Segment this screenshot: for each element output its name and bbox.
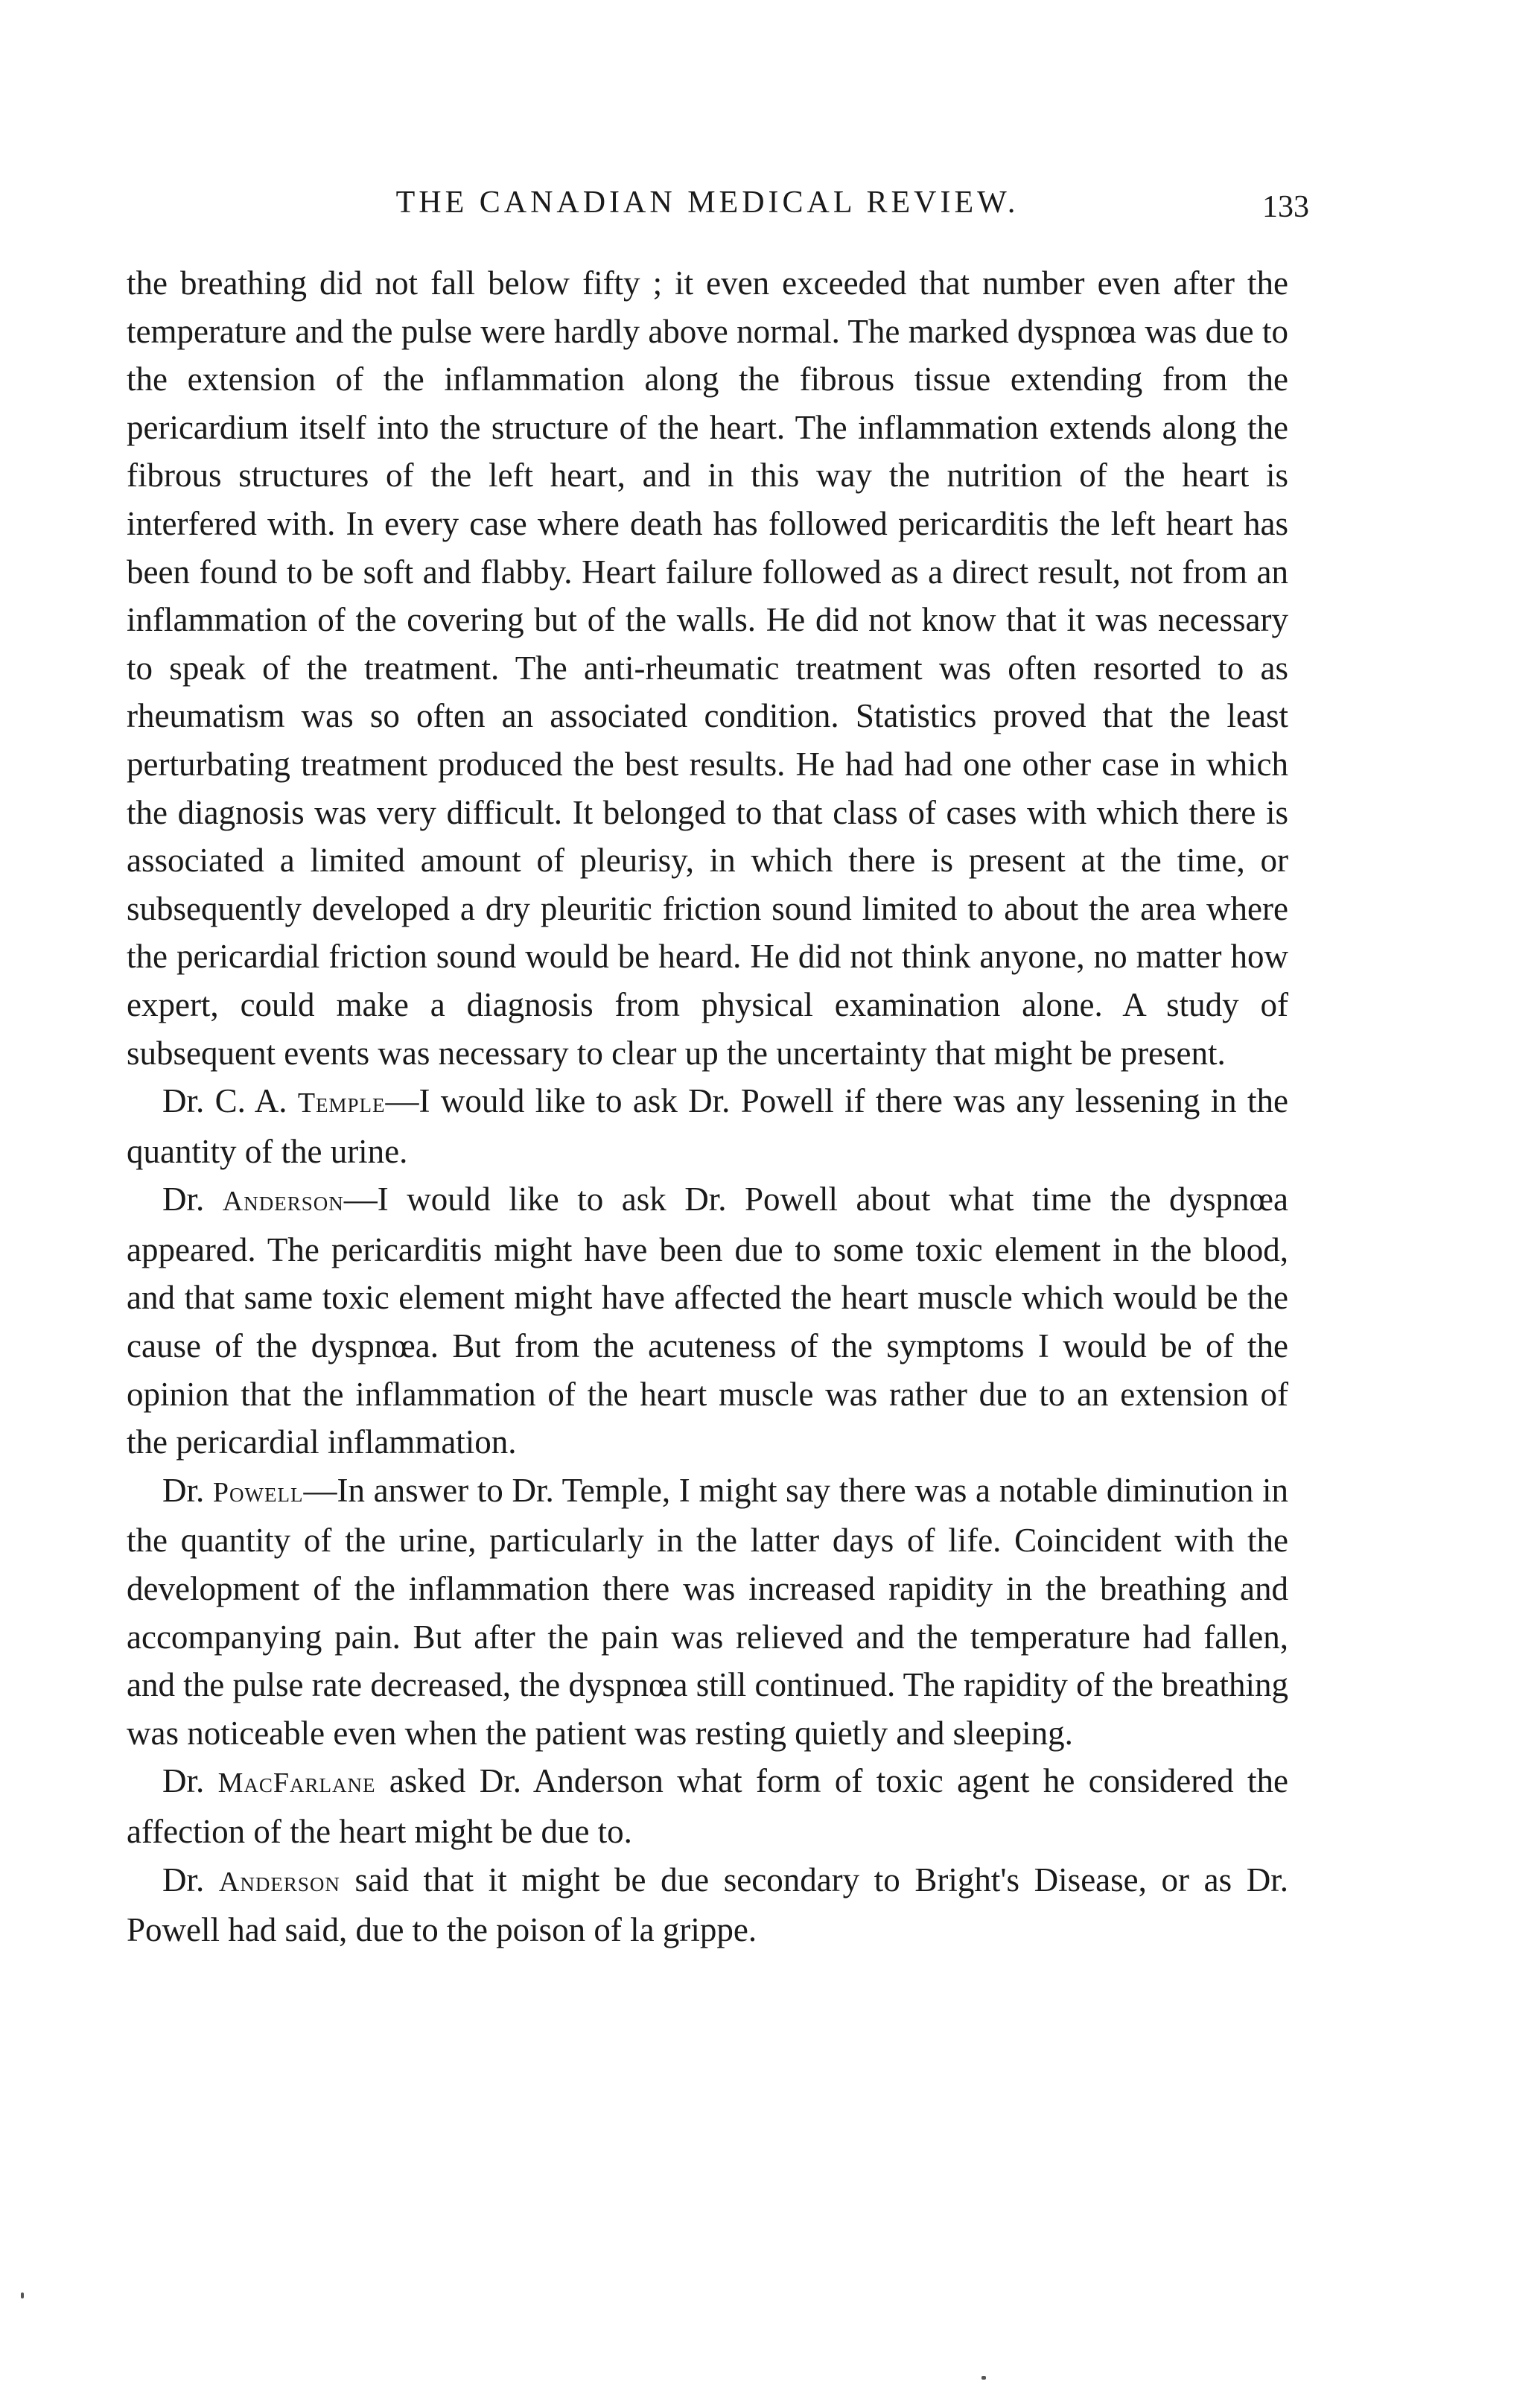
speaker-name: Anderson: [222, 1186, 344, 1218]
body-text: [127, 259, 1288, 1954]
paragraph-anderson-reply: [127, 1856, 1288, 1954]
paragraph-text: asked Dr. Anderson what form of toxic agent he considered the affection of the heart might be due to.: [127, 1762, 1289, 1850]
speaker-prefix: Dr.: [162, 1181, 223, 1218]
scan-speck: [21, 2292, 24, 2298]
speaker-name: Powell: [212, 1476, 304, 1508]
paragraph-temple: [127, 1077, 1288, 1175]
speaker-prefix: Dr.: [162, 1471, 213, 1509]
speaker-name: Temple: [297, 1087, 386, 1119]
paragraph-powell: [127, 1467, 1288, 1758]
speaker-name: MacFarlane: [217, 1767, 376, 1799]
paragraph-macfarlane: [127, 1757, 1288, 1855]
page-number: 133: [1262, 190, 1309, 224]
speaker-name: Anderson: [218, 1866, 340, 1898]
running-title: THE CANADIAN MEDICAL REVIEW.: [395, 185, 1019, 220]
paragraph-text: —I would like to ask Dr. Powell if there was any lessening in the quantity of the urine.: [127, 1082, 1288, 1170]
paragraph-anderson: [127, 1175, 1288, 1467]
paragraph-text: —In answer to Dr. Temple, I might say there was a notable diminution in the quantity of the urine, particularly in the latter days of life. Coincident with the development of the inflammation there was increased rapidity in the breathing and accompanying pain. But after the pain was relieved and the temperature had fallen, and the pulse rate decreased, the dyspnœa still continued. The rapidity of the breathing was noticeable even when the patient was resting quietly and sleeping.: [127, 1471, 1288, 1752]
speaker-prefix: Dr.: [162, 1861, 219, 1898]
paragraph-text: said that it might be due secondary to Bright's Disease, or as Dr. Powell had said, due to the poison of la grippe.: [127, 1861, 1288, 1949]
scan-speck: [981, 2376, 986, 2380]
speaker-prefix: Dr.: [162, 1762, 218, 1800]
paragraph-text: —I would like to ask Dr. Powell about what time the dyspnœa appeared. The pericarditis might have been due to some toxic element in the blood, and that same toxic element might have affected the heart muscle which would be the cause of the dyspnœa. But from the acuteness of the symptoms I would be of the opinion that the inflammation of the heart muscle was rather due to an extension of the pericardial inflammation.: [127, 1181, 1288, 1461]
running-head: [127, 180, 1309, 225]
speaker-prefix: Dr. C. A.: [162, 1082, 298, 1120]
paragraph-continuation: the breathing did not fall below fifty ; it even exceeded that number even after the temperature and the pulse were hardly above normal. The marked dyspnœa was due to the extension of the inflammation along the fibrous tissue extending from the pericardium itself into the structure of the heart. The inflammation extends along the fibrous structures of the left heart, and in this way the nutrition of the heart is interfered with. In every case where death has followed pericarditis the left heart has been found to be soft and flabby. Heart failure followed as a direct result, not from an inflammation of the covering but of the walls. He did not know that it was necessary to speak of the treatment. The anti-rheumatic treatment was often resorted to as rheumatism was so often an associated condition. Statistics proved that the least perturbating treatment produced the best results. He had had one other case in which the diagnosis was very difficult. It belonged to that class of cases with which there is associated a limited amount of pleurisy, in which there is present at the time, or subsequently developed a dry pleuritic friction sound limited to about the area where the pericardial friction sound would be heard. He did not think anyone, no matter how expert, could make a diagnosis from physical examination alone. A study of subsequent events was necessary to clear up the uncertainty that might be present.: [127, 264, 1288, 1072]
